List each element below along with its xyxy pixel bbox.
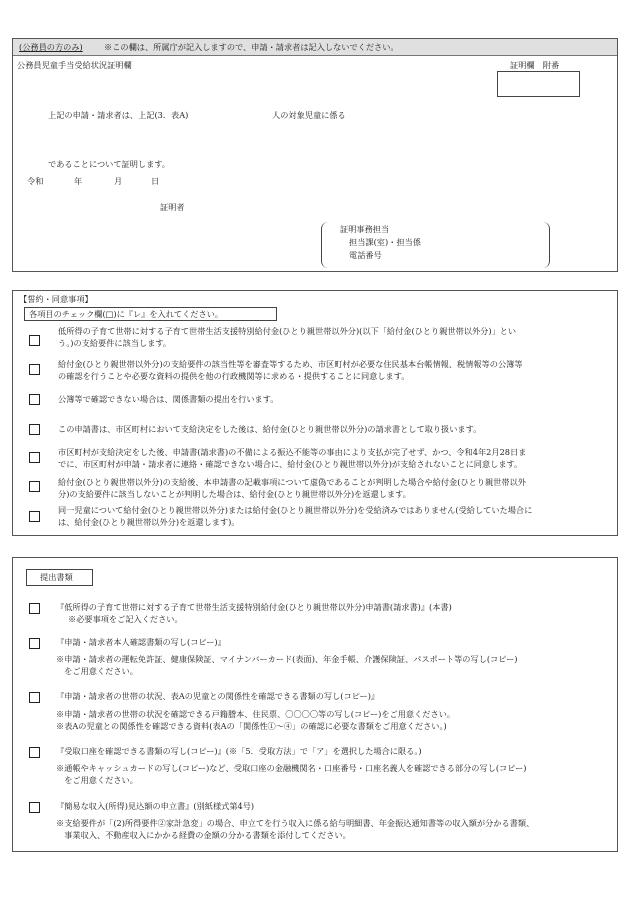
month-label: 月 (114, 176, 123, 186)
document-4-note-2: をご用意ください。 (56, 775, 138, 785)
consent-checkbox-1[interactable] (29, 335, 40, 346)
civil-servant-header-note: ※この欄は、所属庁が記入しますので、申請・請求者は記入しないでください。 (104, 42, 399, 52)
day-label: 日 (151, 176, 160, 186)
era-label: 令和 (27, 176, 44, 186)
consent-checkbox-4[interactable] (29, 424, 40, 435)
consent-item-2-line-1: 給付金(ひとり親世帯以外分)の支給要件の該当性等を審査等するため、市区町村が必要な住民基本台帳情報、税情報等の公簿等 (58, 359, 523, 369)
cert-text-2: 人の対象児童に係る (272, 110, 346, 120)
contact-line-2: 担当課(室)・担当係 (349, 237, 421, 247)
document-1-note-1: ※必要事項をご記入ください。 (68, 614, 183, 624)
document-3-note-1: ※申請・請求者の世帯の状況を確認できる戸籍謄本、住民票、〇〇〇〇等の写し(コピー)をご用意ください。 (56, 709, 456, 719)
document-3-title: 『申請・請求者の世帯の状況、表Aの児童との関係性を確認できる書類の写し(コピー)』 (56, 691, 380, 701)
civil-servant-header-label: (公務員の方のみ) (19, 42, 83, 52)
contact-line-1: 証明事務担当 (340, 224, 390, 234)
consent-checkbox-6[interactable] (29, 481, 40, 492)
document-checkbox-1[interactable] (29, 603, 40, 614)
consent-item-2-line-2: の確認を行うことや必要な資料の提供を他の行政機関等に求める・提供することに同意します。 (58, 371, 410, 381)
consent-instruction: 各項目のチェック欄(□)に『レ』を入れてください。 (29, 309, 224, 319)
document-4-title: 『受取口座を確認できる書類の写し(コピー)』(※「5．受取方法」で「ア」を選択した場合に限る。) (56, 746, 422, 756)
consent-item-1-line-1: 低所得の子育て世帯に対する子育て世帯生活支援特別給付金(ひとり親世帯以外分)(以下「給付金(ひとり親世帯以外分)」とい (58, 326, 517, 336)
consent-checkbox-3[interactable] (29, 394, 40, 405)
document-2-note-2: をご用意ください。 (56, 666, 138, 676)
consent-checkbox-7[interactable] (29, 511, 40, 522)
consent-item-6-line-1: 給付金(ひとり親世帯以外分)の支給後、本申請書の記載事項について虚偽であることが判明した場合や給付金(ひとり親世帯以外 (58, 477, 526, 487)
consent-item-1-line-2: う。)の支給要件に該当します。 (58, 338, 172, 348)
year-label: 年 (74, 176, 83, 186)
consent-checkbox-2[interactable] (29, 364, 40, 375)
document-4-note-1: ※通帳やキャッシュカードの写し(コピー)など、受取口座の金融機関名・口座番号・口座名義人を確認できる部分の写し(コピー) (56, 763, 527, 773)
document-3-note-2: ※表Aの児童との関係性を確認できる資料(表Aの「関係性①〜④」の確認に必要な書類をご用意ください。) (56, 721, 447, 731)
consent-item-7-line-1: 同一児童について給付金(ひとり親世帯以外分)または給付金(ひとり親世帯以外分)を受給済みではありません(受給していた場合に (58, 505, 533, 515)
consent-title: 【誓約・同意事項】 (19, 294, 93, 304)
consent-item-5-line-1: 市区町村が支給決定をした後、申請書(請求書)の不備による振込不能等の事由により支払が完了せず、かつ、令和4年2月28日ま (58, 447, 527, 457)
consent-item-5-line-2: でに、市区町村が申請・請求者に連絡・確認できない場合に、給付金(ひとり親世帯以外分)が支給されないことに同意します。 (58, 459, 523, 469)
document-checkbox-2[interactable] (29, 638, 40, 649)
cert-text-1: 上記の申請・請求者は、上記(3．表A) (48, 110, 189, 120)
document-5-note-2: 事業収入、不動産収入にかかる経費の金額の分かる書類を添付してください。 (56, 830, 351, 840)
document-2-note-1: ※申請・請求者の運転免許証、健康保険証、マイナンバーカード(表面)、年金手帳、介護保険証、パスポート等の写し(コピー) (56, 654, 518, 664)
cert-number-label: 証明欄 附番 (510, 60, 560, 70)
contact-line-3: 電話番号 (349, 250, 382, 260)
document-checkbox-4[interactable] (29, 747, 40, 758)
document-5-note-1: ※支給要件が「(2)所得要件②家計急変」の場合、申立てを行う収入に係る給与明細書、年金振込通知書等の収入額が分かる書類、 (56, 818, 535, 828)
consent-item-3-line-1: 公簿等で確認できない場合は、関係書類の提出を行います。 (58, 394, 279, 404)
consent-item-4-line-1: この申請書は、市区町村において支給決定をした後は、給付金(ひとり親世帯以外分)の請求書として取り扱います。 (58, 424, 482, 434)
consent-checkbox-5[interactable] (29, 452, 40, 463)
document-checkbox-3[interactable] (29, 692, 40, 703)
cert-text-3: であることについて証明します。 (48, 159, 170, 169)
consent-item-7-line-2: は、給付金(ひとり親世帯以外分)を返還します)。 (58, 517, 240, 527)
section-title: 公務員児童手当受給状況証明欄 (17, 60, 132, 70)
document-2-title: 『申請・請求者本人確認書類の写し(コピー)』 (56, 637, 226, 647)
consent-item-6-line-2: 分)の支給要件に該当しないことが判明した場合は、給付金(ひとり親世帯以外分)を返還します。 (58, 489, 411, 499)
cert-number-field[interactable] (497, 71, 580, 97)
certifier-label: 証明者 (160, 202, 185, 212)
document-checkbox-5[interactable] (29, 802, 40, 813)
documents-title: 提出書類 (40, 572, 73, 582)
document-5-title: 『簡易な収入(所得)見込額の申立書』(別紙様式第4号) (56, 801, 255, 811)
document-1-title: 『低所得の子育て世帯に対する子育て世帯生活支援特別給付金(ひとり親世帯以外分)申請書(請求書)』(本書) (56, 602, 452, 612)
